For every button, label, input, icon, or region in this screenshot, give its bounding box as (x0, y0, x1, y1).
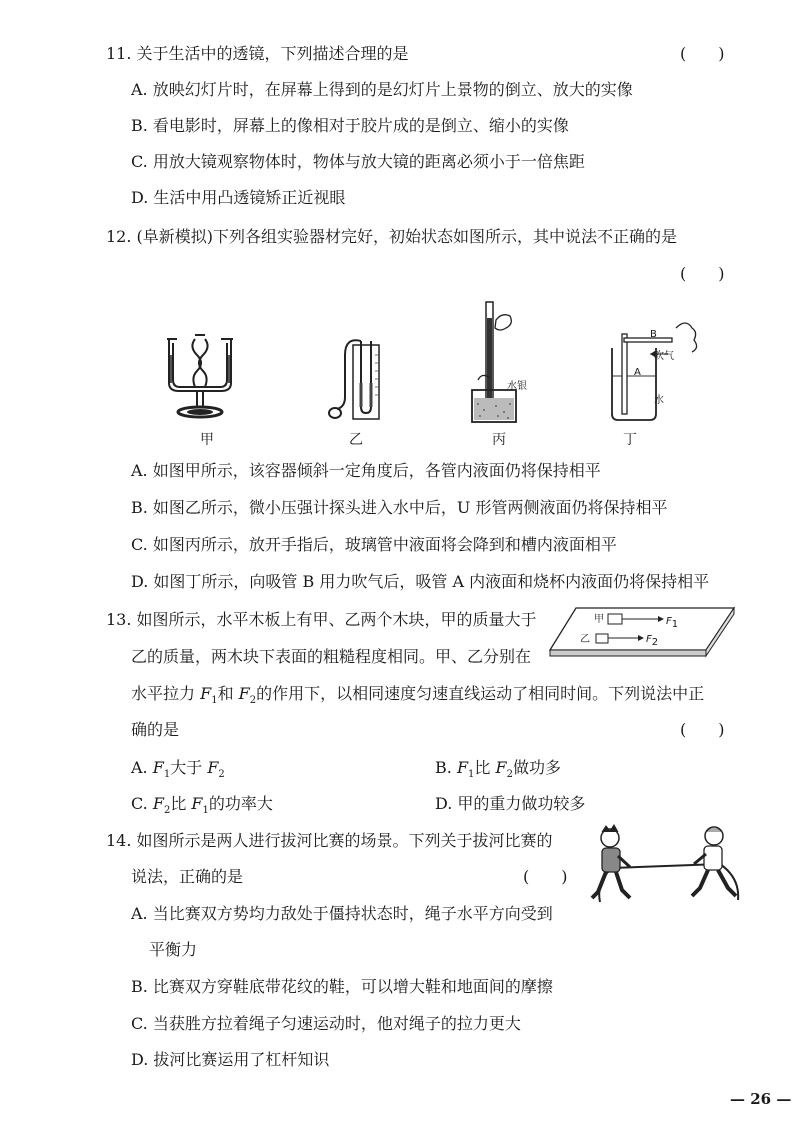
q14-answer-paren: ( ) (523, 867, 568, 886)
q11-option-c: C. 用放大镜观察物体时，物体与放大镜的距离必须小于一倍焦距 (131, 152, 585, 171)
straw-a-label: A (634, 367, 641, 378)
q13-option-c: C. $F_2$比 $F_1$的功率大 (131, 794, 273, 817)
q13-stem-line2: 乙的质量，两木块下表面的粗糙程度相同。甲、乙分别在 (131, 647, 532, 666)
figure-label-ding: 丁 (623, 432, 637, 448)
mercury-tube-figure (468, 298, 538, 426)
q13-option-a: A. $F_1$大于 $F_2$ (131, 758, 225, 781)
q13-stem-line3: 水平拉力 $F_1$和 $F_2$的作用下，以相同速度匀速直线运动了相同时间。下列说法中正 (131, 684, 705, 707)
q13-stem-line1: 13. 如图所示，水平木板上有甲、乙两个木块，甲的质量大于 (106, 610, 537, 629)
q12-option-b: B. 如图乙所示，微小压强计探头进入水中后，U 形管两侧液面仍将保持相平 (131, 498, 668, 517)
q14-option-a-line2: 平衡力 (149, 940, 198, 959)
q14-option-d: D. 拔河比赛运用了杠杆知识 (131, 1050, 330, 1069)
q14-option-a-line1: A. 当比赛双方势均力敌处于僵持状态时，绳子水平方向受到 (131, 904, 553, 923)
force-f1-label: $F_1$ (666, 616, 679, 630)
q12-option-c: C. 如图丙所示，放开手指后，玻璃管中液面将会降到和槽内液面相平 (131, 535, 617, 554)
block-jia-label: 甲 (594, 614, 604, 625)
u-tube-pressure-meter-figure (325, 335, 385, 425)
page-number: — 26 — (730, 1090, 792, 1108)
figure-label-jia: 甲 (200, 432, 214, 448)
q12-option-a: A. 如图甲所示，该容器倾斜一定角度后，各管内液面仍将保持相平 (131, 461, 601, 480)
q12-option-d: D. 如图丁所示，向吸管 B 用力吹气后，吸管 A 内液面和烧杯内液面仍将保持相平 (131, 572, 710, 591)
connected-vessels-figure (155, 325, 245, 425)
straw-b-label: B (650, 329, 657, 340)
q12-answer-paren: ( ) (680, 264, 725, 283)
block-yi-label: 乙 (580, 634, 590, 645)
force-f2-label: $F_2$ (646, 634, 659, 648)
q14-stem-line1: 14. 如图所示是两人进行拔河比赛的场景。下列关于拔河比赛的 (106, 831, 553, 850)
q11-option-a: A. 放映幻灯片时，在屏幕上得到的是幻灯片上景物的倒立、放大的实像 (131, 80, 633, 99)
q14-option-b: B. 比赛双方穿鞋底带花纹的鞋，可以增大鞋和地面间的摩擦 (131, 977, 553, 996)
q12-stem: 12. (阜新模拟)下列各组实验器材完好，初始状态如图所示，其中说法不正确的是 (106, 227, 678, 246)
figure-label-yi: 乙 (349, 432, 363, 448)
q13-answer-paren: ( ) (680, 720, 725, 739)
mercury-label: 水银 (507, 381, 527, 392)
figure-label-bing: 丙 (492, 432, 506, 448)
q13-option-b: B. $F_1$比 $F_2$做功多 (435, 758, 562, 781)
q14-stem-line2: 说法，正确的是 (131, 867, 244, 886)
blow-air-label: 吹气 (654, 351, 674, 362)
q13-option-d: D. 甲的重力做功较多 (435, 794, 586, 813)
q13-stem-line4: 确的是 (131, 720, 180, 739)
board-blocks-figure (548, 604, 738, 662)
q11-answer-paren: ( ) (680, 44, 725, 63)
q11-stem: 11. 关于生活中的透镜，下列描述合理的是 (106, 44, 409, 63)
water-label: 水 (654, 395, 664, 406)
tug-of-war-figure (590, 822, 750, 917)
q11-option-d: D. 生活中用凸透镜矫正近视眼 (131, 188, 346, 207)
q14-option-c: C. 当获胜方拉着绳子匀速运动时，他对绳子的拉力更大 (131, 1014, 521, 1033)
q11-option-b: B. 看电影时，屏幕上的像相对于胶片成的是倒立、缩小的实像 (131, 116, 569, 135)
